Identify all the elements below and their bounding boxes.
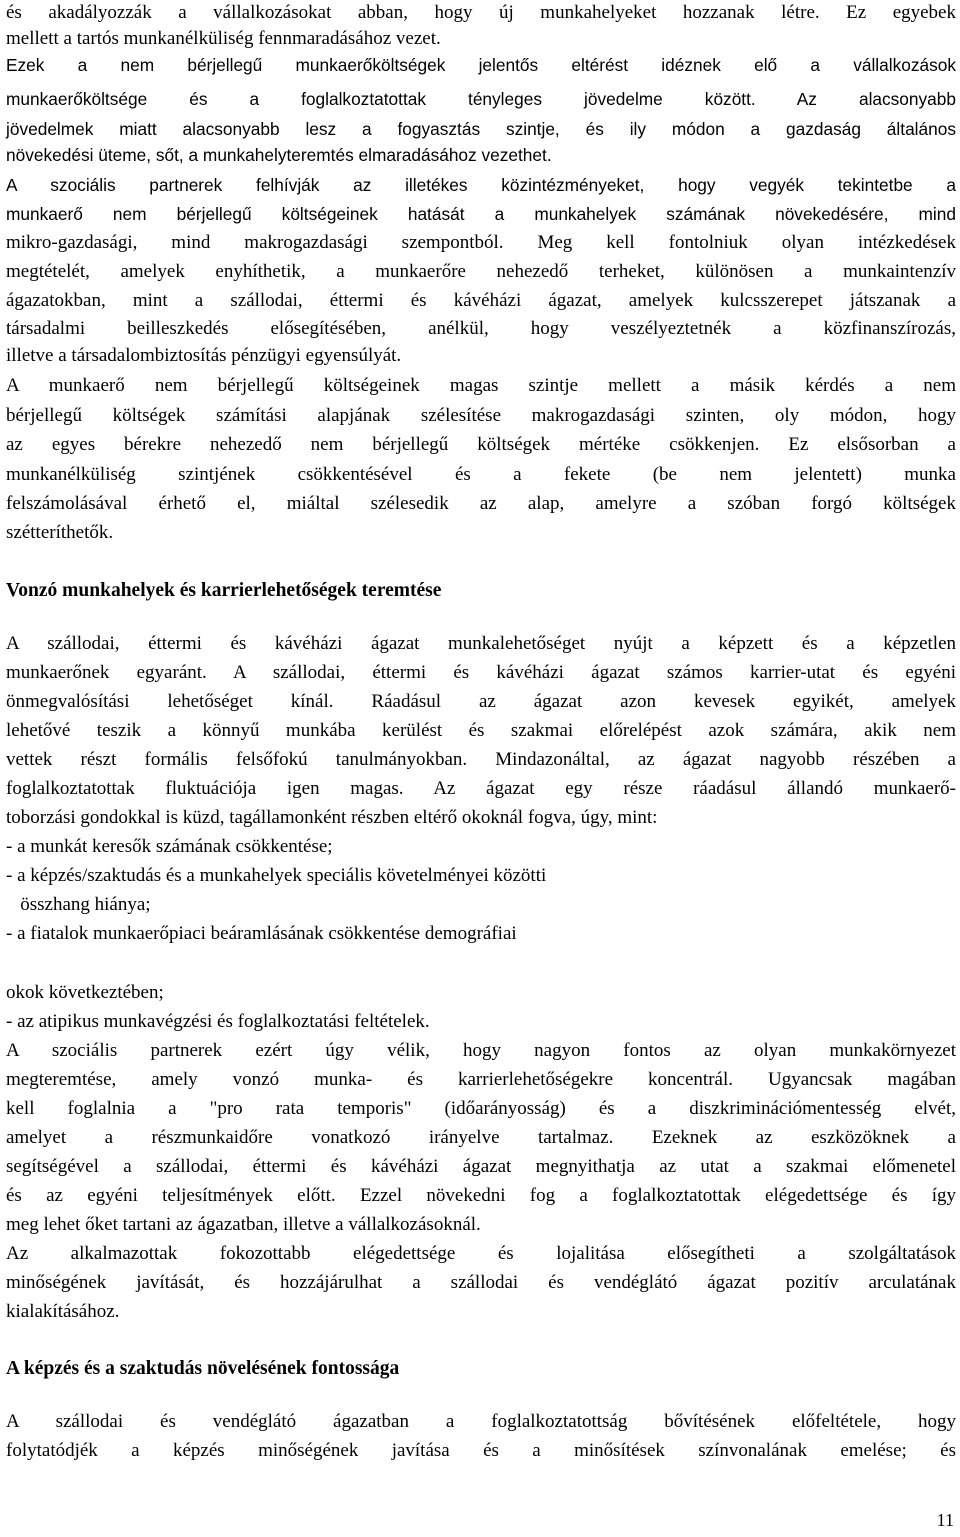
text-line: növekedési üteme, sőt, a munkahelyteremtés elmaradásához vezethet. <box>6 145 552 165</box>
section-heading: Vonzó munkahelyek és karrierlehetőségek teremtése <box>6 580 442 601</box>
text-line: foglalkoztatottak fluktuációja igen magas. Az ágazat egy része ráadásul állandó munkaerő- <box>6 778 956 799</box>
text-line: az egyes bérekre nehezedő nem bérjellegű költségek mértéke csökkenjen. Ez elsősorban a <box>6 434 956 455</box>
text-line: amelyet a részmunkaidőre vonatkozó irányelve tartalmaz. Ezeknek az eszközöknek a <box>6 1127 956 1148</box>
list-item: - az atipikus munkavégzési és foglalkoztatási feltételek. <box>6 1011 430 1032</box>
text-line: vettek részt formális felsőfokú tanulmányokban. Mindazonáltal, az ágazat nagyobb részében a <box>6 749 956 770</box>
text-line: mikro-gazdasági, mind makrogazdasági szempontból. Meg kell fontolniuk olyan intézkedések <box>6 232 956 253</box>
text-line: társadalmi beilleszkedés elősegítésében, anélkül, hogy veszélyeztetnék a közfinanszírozás, <box>6 318 956 339</box>
page-number: 11 <box>936 1510 954 1530</box>
text-line: munkanélküliség szintjének csökkentésével és a fekete (be nem jelentett) munka <box>6 464 956 485</box>
text-line: minőségének javítását, és hozzájárulhat a szállodai és vendéglátó ágazat pozitív arculatának <box>6 1272 956 1293</box>
list-item: - a fiatalok munkaerőpiaci beáramlásának csökkentése demográfiai <box>6 923 517 944</box>
text-line: ágazatokban, mint a szállodai, éttermi és kávéházi ágazat, amelyek kulcsszerepet játszanak a <box>6 290 956 311</box>
text-line: okok következtében; <box>6 982 164 1003</box>
text-line: felszámolásával érhető el, miáltal szélesedik az alap, amelyre a szóban forgó költségek <box>6 493 956 514</box>
text-line: munkaerő nem bérjellegű költségeinek hatását a munkahelyek számának növekedésére, mind <box>6 204 956 224</box>
text-line: megtételét, amelyek enyhíthetik, a munkaerőre nehezedő terheket, különösen a munkaintenzív <box>6 261 956 282</box>
text-line: Az alkalmazottak fokozottabb elégedettsége és lojalitása elősegítheti a szolgáltatások <box>6 1243 956 1264</box>
text-line: munkaerőköltsége és a foglalkoztatottak tényleges jövedelme között. Az alacsonyabb <box>6 89 956 109</box>
section-heading: A képzés és a szaktudás növelésének fontossága <box>6 1358 400 1379</box>
text-line: és az egyéni teljesítmények előtt. Ezzel növekedni fog a foglalkoztatottak elégedettsége és így <box>6 1185 956 1206</box>
text-line: megteremtése, amely vonzó munka- és karrierlehetőségekre koncentrál. Ugyancsak magában <box>6 1069 956 1090</box>
text-line: Ezek a nem bérjellegű munkaerőköltségek jelentős eltérést idéznek elő a vállalkozások <box>6 55 956 75</box>
text-line: A munkaerő nem bérjellegű költségeinek magas szintje mellett a másik kérdés a nem <box>6 375 956 396</box>
list-item: - a munkát keresők számának csökkentése; <box>6 836 333 857</box>
text-line: jövedelmek miatt alacsonyabb lesz a fogyasztás szintje, és ily módon a gazdaság általános <box>6 119 956 139</box>
text-line: kell foglalnia a "pro rata temporis" (időarányosság) és a diszkriminációmentesség elvét, <box>6 1098 956 1119</box>
text-line: és akadályozzák a vállalkozásokat abban, hogy új munkahelyeket hozzanak létre. Ez egyebek <box>6 2 956 23</box>
text-line: A szállodai és vendéglátó ágazatban a foglalkoztatottság bővítésének előfeltétele, hogy <box>6 1411 956 1432</box>
text-line: A szállodai, éttermi és kávéházi ágazat munkalehetőséget nyújt a képzett és a képzetlen <box>6 633 956 654</box>
text-line: lehetővé teszik a könnyű munkába kerülést és szakmai előrelépést azok számára, akik nem <box>6 720 956 741</box>
text-line: illetve a társadalombiztosítás pénzügyi egyensúlyát. <box>6 345 402 366</box>
text-line: munkaerőnek egyaránt. A szállodai, éttermi és kávéházi ágazat számos karrier-utat és egyéni <box>6 662 956 683</box>
text-line: kialakításához. <box>6 1301 120 1322</box>
text-line: mellett a tartós munkanélküliség fennmaradásához vezet. <box>6 28 441 49</box>
text-line: A szociális partnerek felhívják az illetékes közintézményeket, hogy vegyék tekintetbe a <box>6 175 956 195</box>
text-line: szétteríthetők. <box>6 522 114 543</box>
text-line: A szociális partnerek ezért úgy vélik, hogy nagyon fontos az olyan munkakörnyezet <box>6 1040 956 1061</box>
text-line: önmegvalósítási lehetőséget kínál. Ráadásul az ágazat azon kevesek egyikét, amelyek <box>6 691 956 712</box>
text-line: meg lehet őket tartani az ágazatban, illetve a vállalkozásoknál. <box>6 1214 481 1235</box>
text-line: bérjellegű költségek számítási alapjának szélesítése makrogazdasági szinten, oly módon, hogy <box>6 405 956 426</box>
list-item: - a képzés/szaktudás és a munkahelyek speciális követelményei közötti <box>6 865 547 886</box>
text-line: folytatódjék a képzés minőségének javítása és a minősítések színvonalának emelése; és <box>6 1440 956 1461</box>
text-line: segítségével a szállodai, éttermi és kávéházi ágazat megnyithatja az utat a szakmai előmenetel <box>6 1156 956 1177</box>
text-line: toborzási gondokkal is küzd, tagállamonként részben eltérő okoknál fogva, úgy, mint: <box>6 807 658 828</box>
list-item-continuation: összhang hiánya; <box>6 894 151 915</box>
